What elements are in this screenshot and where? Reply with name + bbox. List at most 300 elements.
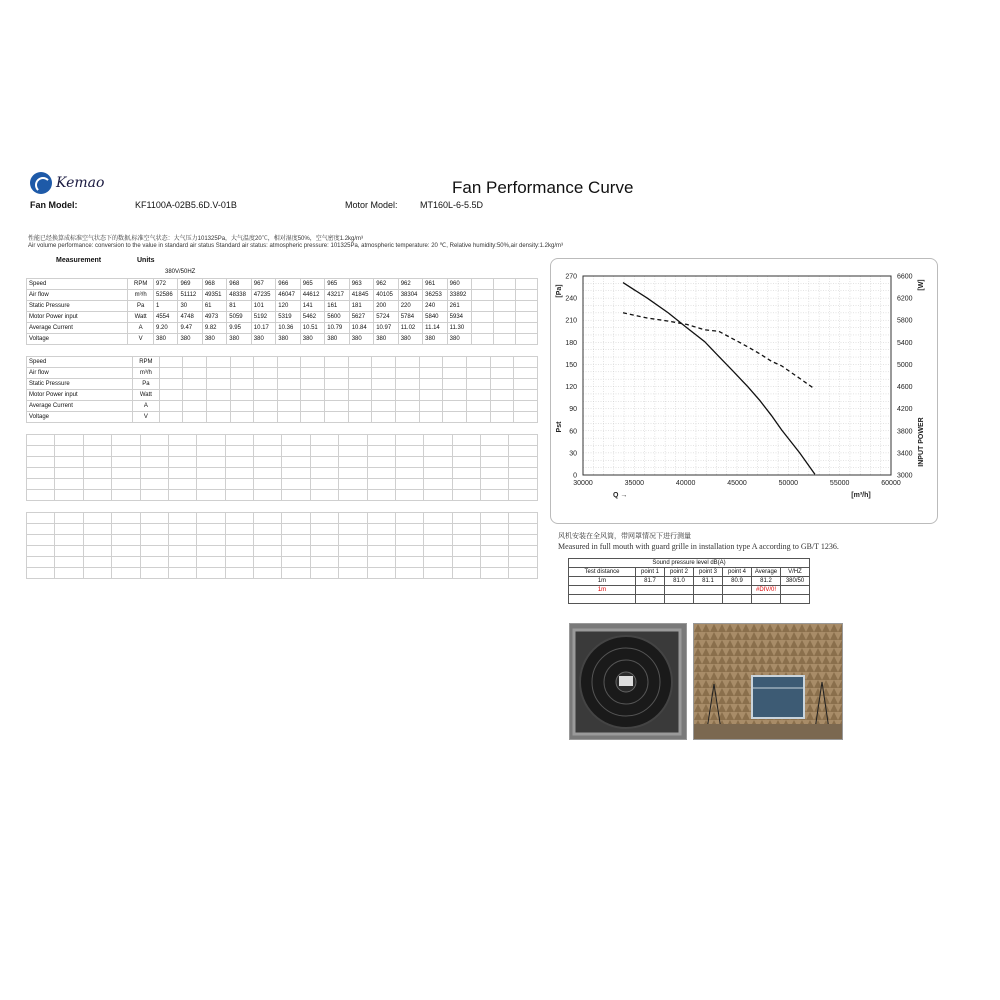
table-cell: [452, 490, 480, 501]
x-tick-label: 60000: [881, 480, 901, 487]
y-right-tick-label: 6600: [897, 273, 913, 281]
table-cell: [55, 468, 83, 479]
table-cell: [452, 557, 480, 568]
table-cell: [509, 524, 538, 535]
table-cell: [310, 557, 338, 568]
table-cell: [339, 557, 367, 568]
table-cell: [140, 568, 168, 579]
table-cell: [339, 468, 367, 479]
table-cell: [55, 535, 83, 546]
row-unit: V: [128, 334, 154, 345]
table-cell: [339, 513, 367, 524]
y-left-tick-label: 90: [569, 406, 577, 414]
table-cell: [254, 401, 278, 412]
table-cell: [372, 368, 396, 379]
table-cell: 261: [447, 301, 471, 312]
table-cell: [395, 435, 423, 446]
table-cell: [466, 379, 490, 390]
table-cell: [494, 334, 516, 345]
table-cell: [27, 479, 55, 490]
table-cell: [27, 490, 55, 501]
row-unit: V: [133, 412, 159, 423]
table-cell: 969: [178, 279, 202, 290]
table-cell: 1: [153, 301, 177, 312]
table-cell: [254, 557, 282, 568]
table-cell: [254, 513, 282, 524]
table-cell: [197, 535, 225, 546]
table-cell: [83, 435, 111, 446]
y-right-tick-label: 6200: [897, 295, 913, 303]
table-cell: 52586: [153, 290, 177, 301]
sound-cell: [723, 586, 752, 595]
table-cell: 960: [447, 279, 471, 290]
table-cell: 9.47: [178, 323, 202, 334]
table-cell: [277, 357, 301, 368]
table-cell: [254, 368, 278, 379]
table-cell: [254, 568, 282, 579]
table-row: [27, 290, 538, 301]
table-cell: [339, 524, 367, 535]
table-cell: [27, 446, 55, 457]
table-cell: [395, 513, 423, 524]
table-cell: 11.30: [447, 323, 471, 334]
table-cell: [494, 290, 516, 301]
table-cell: [372, 357, 396, 368]
table-cell: [206, 412, 230, 423]
y-left-tick-label: 0: [573, 472, 577, 480]
page-title: Fan Performance Curve: [452, 178, 634, 197]
table-cell: [395, 490, 423, 501]
table-cell: [140, 446, 168, 457]
row-label: Speed: [27, 357, 133, 368]
table-cell: [481, 568, 509, 579]
table-cell: [112, 457, 140, 468]
table-cell: [83, 568, 111, 579]
table-cell: [310, 468, 338, 479]
table-cell: 38304: [398, 290, 422, 301]
table-row: [27, 390, 538, 401]
table-cell: [159, 412, 183, 423]
table-cell: [396, 412, 420, 423]
table-cell: [168, 479, 196, 490]
table-cell: [112, 524, 140, 535]
table-cell: [481, 524, 509, 535]
table-cell: [443, 401, 467, 412]
table-cell: 966: [276, 279, 300, 290]
table-cell: [481, 446, 509, 457]
table-cell: 380: [227, 334, 251, 345]
table-cell: [168, 435, 196, 446]
sound-header: Average: [752, 568, 781, 577]
y-left-tick-label: 150: [565, 361, 577, 369]
table-cell: [140, 535, 168, 546]
table-cell: [367, 468, 395, 479]
table-cell: [225, 468, 253, 479]
table-cell: [27, 457, 55, 468]
table-cell: [230, 390, 254, 401]
row-unit: RPM: [128, 279, 154, 290]
table-cell: 200: [374, 301, 398, 312]
table-cell: [183, 390, 207, 401]
table-cell: [27, 435, 55, 446]
table-cell: [277, 401, 301, 412]
table-cell: [225, 490, 253, 501]
table-cell: [225, 535, 253, 546]
table-cell: [254, 490, 282, 501]
units-header: Units: [137, 257, 155, 264]
table-cell: [206, 401, 230, 412]
sound-cell: 81.7: [636, 577, 665, 586]
table-cell: [254, 524, 282, 535]
table-cell: [83, 535, 111, 546]
table-row: [27, 513, 538, 524]
table-cell: [301, 379, 325, 390]
table-cell: [395, 546, 423, 557]
table-cell: 965: [300, 279, 324, 290]
table-cell: [509, 468, 538, 479]
y-right-tick-label: 3400: [897, 450, 913, 458]
sound-cell: 380/50: [781, 577, 810, 586]
table-cell: [452, 446, 480, 457]
table-cell: 972: [153, 279, 177, 290]
row-label: Static Pressure: [27, 301, 128, 312]
table-cell: [225, 479, 253, 490]
table-cell: [140, 457, 168, 468]
sound-cell: [781, 586, 810, 595]
table-cell: [83, 524, 111, 535]
caption-cn: 风机安装在全风筒，带网罩情况下进行测量: [558, 532, 691, 540]
table-cell: [197, 468, 225, 479]
table-cell: 5059: [227, 312, 251, 323]
table-cell: [515, 323, 537, 334]
table-cell: 10.51: [300, 323, 324, 334]
table-cell: [396, 357, 420, 368]
table-cell: [230, 412, 254, 423]
motor-model-value: MT160L-6-5.5D: [420, 200, 484, 210]
table-cell: [466, 412, 490, 423]
sound-header: Test distance: [569, 568, 636, 577]
table-cell: 9.95: [227, 323, 251, 334]
table-cell: [395, 446, 423, 457]
table-cell: 967: [251, 279, 275, 290]
table-cell: [197, 546, 225, 557]
table-cell: [27, 535, 55, 546]
table-cell: [424, 479, 452, 490]
table-cell: [481, 468, 509, 479]
table-cell: 47235: [251, 290, 275, 301]
table-cell: [452, 513, 480, 524]
table-cell: [83, 479, 111, 490]
table-cell: 240: [423, 301, 447, 312]
table-cell: [509, 568, 538, 579]
table-cell: [225, 546, 253, 557]
table-cell: 5724: [374, 312, 398, 323]
table-cell: [424, 468, 452, 479]
table-cell: [452, 546, 480, 557]
table-cell: [159, 368, 183, 379]
table-cell: [140, 524, 168, 535]
table-cell: [348, 379, 372, 390]
table-cell: [168, 535, 196, 546]
table-cell: [112, 568, 140, 579]
table-cell: [55, 546, 83, 557]
table-cell: [197, 524, 225, 535]
table-cell: [367, 513, 395, 524]
table-row: [27, 323, 538, 334]
table-cell: [225, 513, 253, 524]
table-cell: 5319: [276, 312, 300, 323]
table-cell: [367, 557, 395, 568]
table-cell: 380: [325, 334, 349, 345]
table-cell: [112, 468, 140, 479]
table-cell: [396, 390, 420, 401]
table-cell: 962: [374, 279, 398, 290]
table-cell: [514, 357, 538, 368]
sound-cell: [636, 586, 665, 595]
table-cell: [395, 535, 423, 546]
table-row: [27, 468, 538, 479]
table-row: [27, 568, 538, 579]
table-cell: [83, 446, 111, 457]
row-unit: A: [133, 401, 159, 412]
table-cell: 961: [423, 279, 447, 290]
table-cell: [481, 513, 509, 524]
table-cell: 965: [325, 279, 349, 290]
sound-header: point 4: [723, 568, 752, 577]
table-cell: [481, 557, 509, 568]
table-cell: [310, 513, 338, 524]
table-cell: [83, 457, 111, 468]
table-cell: [481, 435, 509, 446]
table-cell: 380: [349, 334, 373, 345]
table-cell: [140, 557, 168, 568]
table-cell: 181: [349, 301, 373, 312]
row-label: Air flow: [27, 290, 128, 301]
row-label: Voltage: [27, 334, 128, 345]
table-cell: [395, 468, 423, 479]
x-label: Q →: [613, 492, 628, 499]
table-cell: [367, 490, 395, 501]
note-en: Air volume performance: conversion to the value in standard air status Standard air status: atmospheric pressure: 101325Pa, atmospheric temperature: 20 ℃, Relative humidity:50%,air density:1.2kg/m³: [28, 243, 564, 249]
table-cell: [509, 479, 538, 490]
table-cell: 380: [374, 334, 398, 345]
y-right-label: INPUT POWER: [918, 417, 925, 467]
table-cell: [254, 412, 278, 423]
blank-table-2: [26, 512, 538, 579]
table-cell: [282, 490, 310, 501]
table-cell: [83, 513, 111, 524]
table-cell: 33892: [447, 290, 471, 301]
table-cell: [55, 568, 83, 579]
table-cell: [301, 357, 325, 368]
table-cell: [325, 401, 349, 412]
table-row: [27, 479, 538, 490]
table-cell: [168, 546, 196, 557]
sound-header: point 1: [636, 568, 665, 577]
table-row: [27, 535, 538, 546]
table-cell: [395, 457, 423, 468]
table-cell: [254, 479, 282, 490]
table-cell: 9.82: [202, 323, 226, 334]
table-cell: [515, 312, 537, 323]
y-left-tick-label: 270: [565, 273, 577, 281]
table-cell: [277, 379, 301, 390]
y-right-tick-label: 3800: [897, 428, 913, 436]
table-cell: [310, 457, 338, 468]
table-cell: [282, 468, 310, 479]
input-power-line: [623, 313, 815, 389]
y-left-tick-label: 180: [565, 339, 577, 347]
table-cell: [301, 390, 325, 401]
table-cell: [424, 490, 452, 501]
table-cell: [225, 557, 253, 568]
table-cell: [197, 568, 225, 579]
table-cell: [339, 535, 367, 546]
table-cell: [443, 390, 467, 401]
table-cell: [282, 457, 310, 468]
table-cell: [472, 312, 494, 323]
table-row: [27, 546, 538, 557]
table-cell: [310, 535, 338, 546]
table-cell: 5462: [300, 312, 324, 323]
table-cell: [310, 435, 338, 446]
table-cell: [424, 457, 452, 468]
table-cell: [419, 379, 443, 390]
table-cell: [424, 435, 452, 446]
table-cell: [514, 401, 538, 412]
table-row: [27, 435, 538, 446]
table-cell: [325, 379, 349, 390]
table-cell: 5934: [447, 312, 471, 323]
table-cell: [225, 435, 253, 446]
table-cell: 11.02: [398, 323, 422, 334]
table-cell: 101: [251, 301, 275, 312]
performance-table: [26, 278, 538, 345]
table-row: [27, 557, 538, 568]
table-cell: 5627: [349, 312, 373, 323]
table-cell: [168, 490, 196, 501]
table-cell: [83, 557, 111, 568]
table-cell: 962: [398, 279, 422, 290]
table-cell: [254, 457, 282, 468]
table-cell: [206, 368, 230, 379]
table-cell: [348, 412, 372, 423]
note-cn: 性能已经换算成标准空气状态下的数据,标准空气状态：大气压力101325Pa，大气温度20℃，相对湿度50%，空气密度1.2kg/m³: [28, 236, 364, 242]
table-cell: [509, 546, 538, 557]
sound-cell: [665, 586, 694, 595]
table-cell: [112, 490, 140, 501]
motor-model-label: Motor Model:: [345, 200, 398, 210]
table-cell: [481, 490, 509, 501]
table-cell: 41845: [349, 290, 373, 301]
table-cell: [419, 412, 443, 423]
table-cell: [372, 390, 396, 401]
row-unit: Watt: [133, 390, 159, 401]
table-cell: [424, 546, 452, 557]
table-cell: [367, 446, 395, 457]
table-cell: [367, 535, 395, 546]
table-cell: [140, 468, 168, 479]
test-room-photo: [693, 623, 843, 740]
y-right-tick-label: 5000: [897, 361, 913, 369]
table-cell: [509, 535, 538, 546]
table-cell: [490, 412, 514, 423]
sound-cell: 81.2: [752, 577, 781, 586]
sound-cell: #DIV/0!: [752, 586, 781, 595]
table-cell: 380: [300, 334, 324, 345]
x-tick-label: 55000: [829, 480, 850, 487]
table-cell: [452, 535, 480, 546]
table-cell: [168, 457, 196, 468]
table-cell: [206, 379, 230, 390]
table-cell: [310, 546, 338, 557]
y-right-tick-label: 5800: [897, 317, 913, 325]
y-right-tick-label: 5400: [897, 339, 913, 347]
table-cell: [55, 479, 83, 490]
table-cell: 36253: [423, 290, 447, 301]
table-cell: [424, 446, 452, 457]
sound-table-title: Sound pressure level dB(A): [569, 559, 810, 568]
table-cell: [183, 412, 207, 423]
logo-icon: [30, 172, 52, 194]
table-cell: [325, 368, 349, 379]
table-cell: [514, 368, 538, 379]
table-cell: [339, 457, 367, 468]
table-cell: [424, 535, 452, 546]
table-cell: 5600: [325, 312, 349, 323]
table-cell: [168, 524, 196, 535]
table-cell: 10.97: [374, 323, 398, 334]
table-cell: [282, 513, 310, 524]
table-cell: [419, 357, 443, 368]
table-cell: [310, 490, 338, 501]
table-cell: [55, 524, 83, 535]
fan-model-value: KF1100A-02B5.6D.V-01B: [135, 200, 237, 210]
table-cell: [325, 412, 349, 423]
row-label: Motor Power input: [27, 390, 133, 401]
table-row: [27, 334, 538, 345]
row-unit: RPM: [133, 357, 159, 368]
table-cell: [140, 479, 168, 490]
table-cell: 10.36: [276, 323, 300, 334]
performance-table-blank: [26, 356, 538, 423]
table-cell: [339, 435, 367, 446]
table-cell: [367, 568, 395, 579]
table-cell: [396, 379, 420, 390]
table-cell: [494, 301, 516, 312]
table-cell: [112, 557, 140, 568]
table-cell: [367, 524, 395, 535]
table-cell: [348, 368, 372, 379]
row-unit: m³/h: [133, 368, 159, 379]
table-cell: [509, 457, 538, 468]
table-cell: [490, 357, 514, 368]
table-cell: [509, 513, 538, 524]
sound-header: point 3: [694, 568, 723, 577]
table-cell: [27, 524, 55, 535]
table-cell: [395, 479, 423, 490]
table-cell: [490, 390, 514, 401]
table-cell: [206, 390, 230, 401]
table-cell: [494, 312, 516, 323]
table-cell: 380: [398, 334, 422, 345]
table-cell: [183, 379, 207, 390]
table-cell: [419, 401, 443, 412]
table-cell: [515, 334, 537, 345]
table-cell: [339, 568, 367, 579]
table-cell: [197, 446, 225, 457]
table-cell: [452, 479, 480, 490]
